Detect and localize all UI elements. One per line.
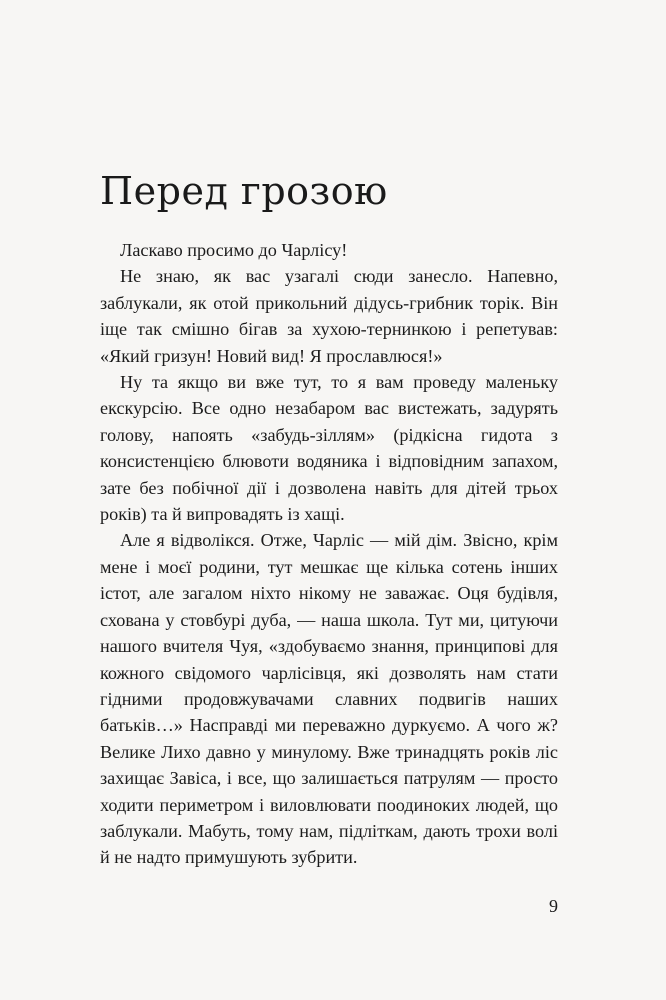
body-text [100, 237, 558, 871]
chapter-title: Перед грозою [100, 169, 388, 213]
page-number: 9 [549, 896, 558, 916]
paragraph-excursion: Ну та якщо ви вже тут, то я вам проведу маленьку екскурсію. Все одно незабаром вас вистежать, задурять голову, напоять «забудь-зіллям» (рідкісна гидота з консистенцією блювоти водяника і відповідним запахом, зате без побічної дії і дозволена навіть для дітей трьох років) та й випровадять із хащі. [100, 372, 558, 525]
paragraph-greeting: Ласкаво просимо до Чарлісу! [120, 240, 348, 260]
paragraph-charlis-home: Але я відволікся. Отже, Чарліс — мій дім. Звісно, крім мене і моєї родини, тут мешкає ще кілька сотень інших істот, але загалом ніхто нікому не заважає. Оця будівля, схована у стовбурі дуба, — наша школа. Тут ми, цитуючи нашого вчителя Чуя, «здобуваємо знання, принципові для кожного свідомого чарлісівця, які дозволять нам стати гідними продовжувачами славних подвигів наших батьків…» Насправді ми переважно дуркуємо. А чого ж? Велике Лихо давно у минулому. Вже тринадцять років ліс захищає Завіса, і все, що залишається патрулям — просто ходити периметром і виловлювати поодиноких людей, що заблукали. Мабуть, тому нам, підліткам, дають трохи волі й не надто примушують зубрити. [100, 530, 558, 868]
paragraph-mushroom-picker: Не знаю, як вас узагалі сюди занесло. Напевно, заблукали, як отой прикольний дідусь-грибник торік. Він іще так смішно бігав за хухою-тернинкою і репетував: «Який гризун! Новий вид! Я прославлюся!» [100, 266, 558, 366]
